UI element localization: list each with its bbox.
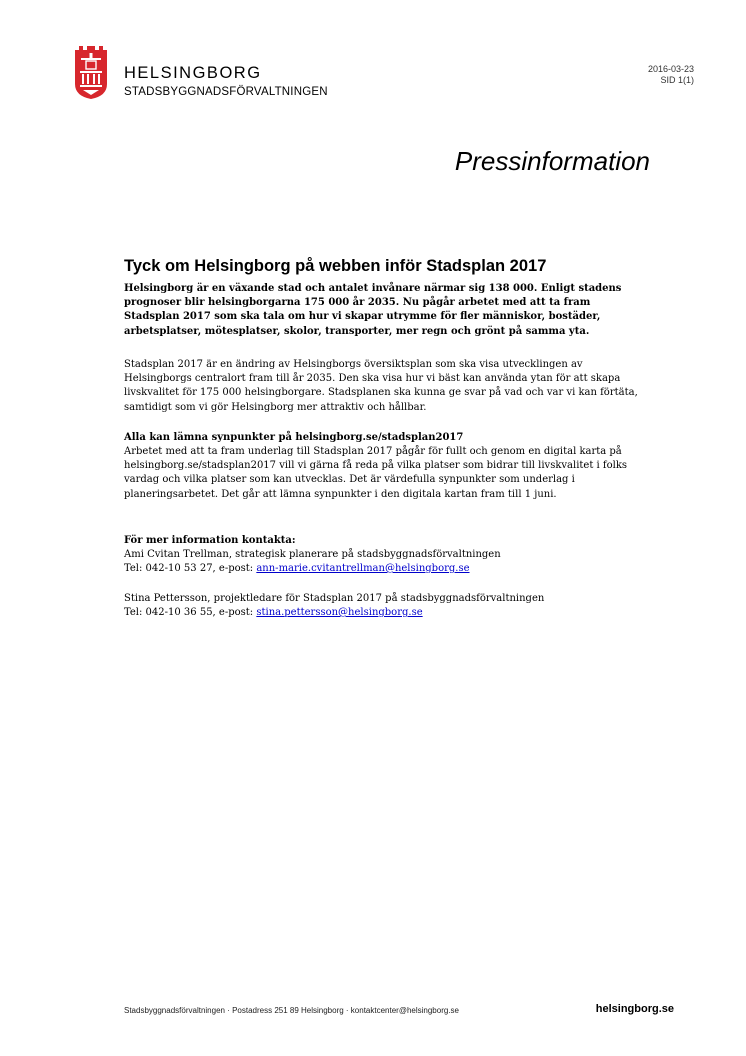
- contact-1-details: [124, 562, 470, 576]
- helsingborg-crest-icon: [74, 44, 108, 100]
- contact-2-phone: Tel: 042-10 36 55, e-post:: [124, 607, 257, 618]
- department-name: STADSBYGGNADSFÖRVALTNINGEN: [124, 86, 328, 98]
- lead-paragraph: Helsingborg är en växande stad och antalet invånare närmar sig 138 000. Enligt stadens prognoser blir helsingborgarna 175 000 år 2035. Nu pågår arbetet med att ta fram Stadsplan 2017 som ska tala om hur vi skapar utrymme för fler människor, bostäder, arbetsplatser, mötesplatser, skolor, transporter, mer regn och grönt på samma yta.: [124, 283, 622, 337]
- headline: Tyck om Helsingborg på webben inför Stadsplan 2017: [124, 257, 547, 275]
- contact-2-details: [124, 606, 423, 620]
- body-paragraph: Stadsplan 2017 är en ändring av Helsingborgs översiktsplan som ska visa utvecklingen av Helsingborgs centralort fram till år 2035. Den ska visa hur vi bäst kan använda ytan för att skapa livskvalitet för 175 000 helsingborgare. Stadsplanen ska kunna ge svar på vad och var vi kan förtäta, samtidigt som vi gör Helsingborg mer attraktiv och hållbar.: [124, 359, 638, 413]
- document-type: Pressinformation: [454, 146, 650, 176]
- footer-address: Stadsbyggnadsförvaltningen · Postadress 251 89 Helsingborg · kontaktcenter@helsingborg.se: [124, 1006, 459, 1015]
- contact-1-phone: Tel: 042-10 53 27, e-post:: [124, 563, 257, 574]
- contact-2-name: Stina Pettersson, projektledare för Stadsplan 2017 på stadsbyggnadsförvaltningen: [124, 593, 545, 604]
- contact-1-name: Ami Cvitan Trellman, strategisk planerare på stadsbyggnadsförvaltningen: [124, 549, 501, 560]
- footer-website: helsingborg.se: [595, 1003, 674, 1015]
- body-paragraph: Arbetet med att ta fram underlag till Stadsplan 2017 pågår för fullt och genom en digital karta på helsingborg.se/stadsplan2017 vill vi gärna få reda på vilka platser som bidrar till livskvalitet i folks vardag och vilka platser som kan utvecklas. Det är värdefulla synpunkter som underlag i planeringsarbetet. Det går att lämna synpunkter i den digitala kartan fram till 1 juni.: [124, 446, 628, 500]
- contact-2-email-link[interactable]: stina.pettersson@helsingborg.se: [256, 607, 423, 618]
- brand-name: HELSINGBORG: [124, 64, 262, 82]
- page-number: SID 1(1): [660, 75, 694, 85]
- contact-heading: För mer information kontakta:: [124, 535, 296, 546]
- document-meta: [648, 64, 694, 86]
- subheading: Alla kan lämna synpunkter på helsingborg.se/stadsplan2017: [124, 432, 464, 443]
- document-date: 2016-03-23: [647, 64, 694, 74]
- contact-1-email-link[interactable]: ann-marie.cvitantrellman@helsingborg.se: [256, 563, 470, 574]
